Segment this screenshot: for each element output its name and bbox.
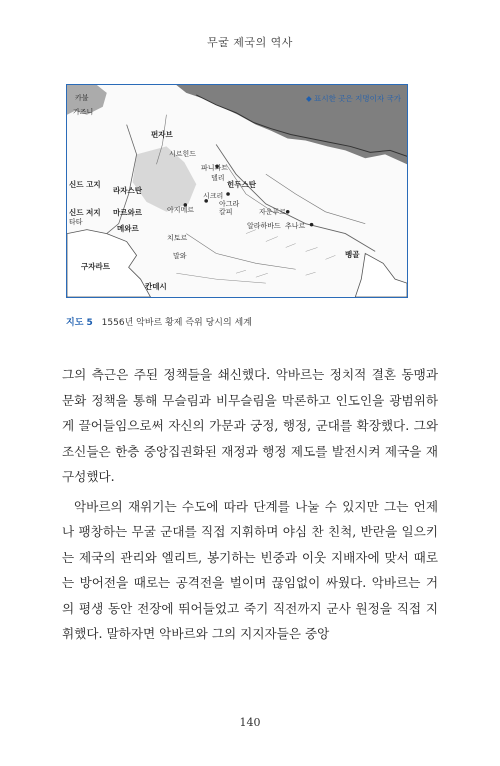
paragraph-1: 그의 측근은 주된 정책들을 쇄신했다. 악바르는 정치적 결혼 동맹과 문화 정책을 통해 무슬림과 비무슬림을 막론하고 인도인을 광범위하게 끌어들임으로써 자신의 가문과 궁정, 행정, 군대를 확장했다. 그와 조신들은 한층 중앙집권화된 재정과 행정 제도를 발전시켜 제국을 재구성했다. <box>62 367 438 484</box>
running-head: 무굴 제국의 역사 <box>207 36 293 49</box>
body-text <box>62 362 438 647</box>
map-label-gujarat: 구자라트 <box>81 262 110 271</box>
map-label-khandesh: 칸데시 <box>145 282 167 291</box>
map-label-sikri: 시크리 <box>203 192 224 200</box>
figure-number: 지도 5 <box>66 318 93 328</box>
map-label-marwar: 마르와르 <box>113 208 142 217</box>
map-label-agra: 아그라 <box>219 200 240 208</box>
figure-title: 1556년 악바르 황제 즉위 당시의 세계 <box>101 318 252 328</box>
map-label-delhi: 델리 <box>211 174 225 182</box>
map-label-kalpi: 칼피 <box>219 208 233 216</box>
map-label-sind-lower: 신드 저지 <box>69 208 101 217</box>
map-label-chunar: 추나르 <box>285 222 306 230</box>
paragraph-2: 악바르의 재위기는 수도에 따라 단계를 나눌 수 있지만 그는 언제나 팽창하는 무굴 군대를 직접 지휘하며 야심 찬 친척, 반란을 일으키는 제국의 관리와 엘리트, 봉기하는 빈중과 이웃 지배자에 맞서 때로는 방어전을 때로는 공격전을 벌이며 끊임없이 싸웠다. 악바르는 거의 평생 동안 전장에 뛰어들었고 죽기 직전까지 군사 원정을 직접 지휘했다. 말하자면 악바르와 그의 지지자들은 중앙 <box>62 498 438 641</box>
map-label-panipat: 파니파트 <box>201 164 229 172</box>
map-label-ajmer: 아지메르 <box>167 206 195 214</box>
map-label-malwa: 말와 <box>173 252 187 260</box>
map-label-chittor: 치토르 <box>167 234 188 242</box>
map-label-bengal: 벵골 <box>345 250 360 259</box>
page-number: 140 <box>239 716 261 729</box>
map-label-punjab: 펀자브 <box>151 130 173 139</box>
historical-map <box>66 84 408 298</box>
figure-caption <box>66 315 252 328</box>
map-label-jaunpur: 자운푸르 <box>259 208 287 216</box>
map-label-kabul: 카불 <box>75 94 89 102</box>
map-label-rajasthan: 라자스탄 <box>113 186 142 195</box>
map-label-sirhind: 시르힌드 <box>169 150 197 158</box>
map-label-allahabad: 알라하바드 <box>247 222 281 230</box>
map-label-mewar: 메와르 <box>117 224 139 233</box>
map-label-hindustan: 힌두스탄 <box>227 180 256 189</box>
map-label-sind-upper: 신드 고지 <box>69 180 101 189</box>
map-label-thatta: 타타 <box>69 218 83 226</box>
map-legend: ◆ 표시한 곳은 지명이자 국가 <box>306 94 401 103</box>
map-label-ghazni: 가즈니 <box>73 108 94 116</box>
